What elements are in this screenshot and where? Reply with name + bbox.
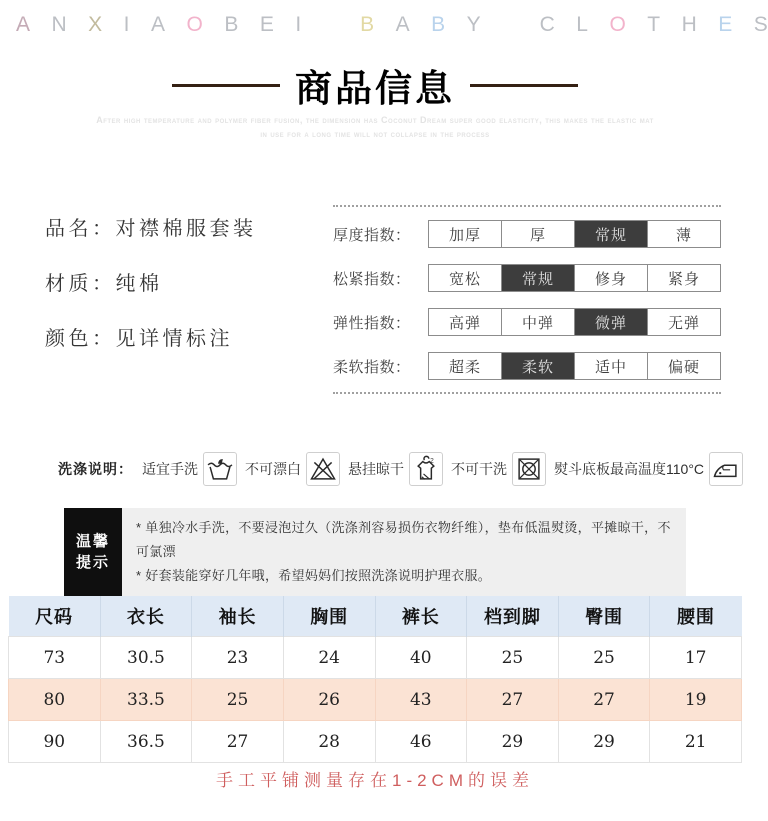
index-row-label: 弹性指数： bbox=[333, 314, 411, 332]
wash-item bbox=[348, 452, 443, 486]
product-name-label: 品名： bbox=[45, 218, 116, 240]
index-option: 超柔 bbox=[448, 358, 481, 376]
index-option-selected: 微弹 bbox=[574, 309, 647, 335]
wash-item-label: 悬挂晾干 bbox=[348, 461, 404, 477]
hand-wash-icon bbox=[203, 452, 237, 486]
index-row-label: 柔软指数： bbox=[333, 358, 411, 376]
brand-letter: O bbox=[609, 13, 626, 36]
measurement-note: 手工平铺测量存在1-2CM的误差 bbox=[215, 771, 534, 790]
svg-text:2: 2 bbox=[430, 457, 434, 465]
brand-letter: B bbox=[224, 13, 239, 36]
index-option: 适中 bbox=[574, 353, 647, 379]
brand-letter: I bbox=[123, 13, 130, 36]
page-title: 商品信息 bbox=[295, 68, 455, 109]
size-table-cell: 30.5 bbox=[100, 637, 192, 679]
size-table-cell: 26 bbox=[283, 679, 375, 721]
product-material-label: 材质： bbox=[45, 273, 116, 295]
size-table-header-cell: 衣长 bbox=[100, 596, 192, 637]
size-table-header-cell: 尺码 bbox=[9, 596, 101, 637]
size-table-row bbox=[9, 679, 742, 721]
size-table-header-cell: 袖长 bbox=[192, 596, 284, 637]
no-dry-clean-icon bbox=[512, 452, 546, 486]
size-table-cell: 17 bbox=[650, 637, 742, 679]
brand-letter: L bbox=[576, 13, 588, 36]
wash-item-label: 不可漂白 bbox=[245, 461, 301, 477]
wash-item-label: 熨斗底板最高温度110°C bbox=[554, 461, 705, 477]
iron-icon bbox=[709, 452, 743, 486]
size-table-cell: 46 bbox=[375, 721, 467, 763]
size-table-header-cell: 臀围 bbox=[558, 596, 650, 637]
size-table-cell: 43 bbox=[375, 679, 467, 721]
size-table-cell: 25 bbox=[192, 679, 284, 721]
size-table-row bbox=[9, 721, 742, 763]
wash-item bbox=[554, 452, 743, 486]
brand-letter: A bbox=[16, 13, 31, 36]
tips-label bbox=[64, 508, 122, 596]
index-option: 宽松 bbox=[448, 270, 481, 288]
size-table-cell: 73 bbox=[9, 637, 101, 679]
tips-lines bbox=[122, 508, 686, 596]
size-table-cell: 25 bbox=[467, 637, 559, 679]
product-name-field bbox=[45, 212, 257, 241]
size-table-cell: 29 bbox=[558, 721, 650, 763]
wash-item-label: 适宜手洗 bbox=[142, 461, 198, 477]
wash-item bbox=[451, 452, 546, 486]
brand-letter: I bbox=[295, 13, 302, 36]
product-color-value: 见详情标注 bbox=[115, 328, 233, 350]
hang-dry-icon bbox=[409, 452, 443, 486]
size-table-cell: 28 bbox=[283, 721, 375, 763]
brand-letter: A bbox=[395, 13, 410, 36]
size-table-cell: 23 bbox=[192, 637, 284, 679]
watermark-line-2: in use for a long time will not collapse in the process bbox=[260, 129, 490, 139]
brand-letter: E bbox=[718, 13, 733, 36]
brand-letter: X bbox=[88, 13, 103, 36]
brand-letter: C bbox=[539, 13, 555, 36]
title-decor-line-right bbox=[470, 84, 578, 87]
index-options bbox=[428, 308, 721, 336]
watermark-text bbox=[0, 113, 750, 141]
size-table-header-row bbox=[9, 596, 742, 637]
wash-item-label: 不可干洗 bbox=[451, 461, 507, 477]
brand-letter: O bbox=[186, 13, 203, 36]
index-rows bbox=[333, 207, 721, 392]
index-row-label: 厚度指数： bbox=[333, 226, 411, 244]
brand-letter: Y bbox=[466, 13, 481, 36]
index-row bbox=[333, 308, 721, 336]
title-decor-line-left bbox=[172, 84, 280, 87]
size-table-cell: 36.5 bbox=[100, 721, 192, 763]
size-table-header-cell: 胸围 bbox=[283, 596, 375, 637]
index-option-selected: 柔软 bbox=[501, 353, 574, 379]
product-color-label: 颜色： bbox=[45, 328, 116, 350]
brand-letter: H bbox=[681, 13, 697, 36]
index-row bbox=[333, 264, 721, 292]
brand-letter: T bbox=[647, 13, 661, 36]
index-option: 中弹 bbox=[501, 309, 574, 335]
brand-letters bbox=[0, 13, 768, 37]
size-table bbox=[8, 596, 742, 763]
product-fields bbox=[45, 212, 257, 351]
warm-tips-box bbox=[64, 508, 686, 596]
index-option-selected: 常规 bbox=[501, 265, 574, 291]
size-table-cell: 27 bbox=[467, 679, 559, 721]
size-table-cell: 80 bbox=[9, 679, 101, 721]
brand-letter: B bbox=[431, 13, 446, 36]
index-option: 厚 bbox=[501, 221, 574, 247]
tips-label-line: 温馨 bbox=[75, 533, 110, 551]
wash-item bbox=[142, 452, 237, 486]
product-name-value: 对襟棉服套装 bbox=[115, 218, 257, 240]
product-material-value: 纯棉 bbox=[115, 273, 163, 295]
index-options bbox=[428, 264, 721, 292]
wash-item bbox=[245, 452, 340, 486]
index-row bbox=[333, 352, 721, 380]
index-section bbox=[333, 205, 721, 394]
brand-word-gap bbox=[502, 13, 518, 37]
index-options bbox=[428, 352, 721, 380]
washing-label: 洗涤说明： bbox=[58, 461, 133, 477]
size-table-cell: 21 bbox=[650, 721, 742, 763]
size-table-cell: 33.5 bbox=[100, 679, 192, 721]
size-table-cell: 19 bbox=[650, 679, 742, 721]
size-table-cell: 27 bbox=[558, 679, 650, 721]
size-table-row bbox=[9, 637, 742, 679]
brand-letter: N bbox=[51, 13, 67, 36]
product-color-field bbox=[45, 322, 257, 351]
brand-letter: E bbox=[259, 13, 274, 36]
index-options bbox=[428, 220, 721, 248]
index-option-selected: 常规 bbox=[574, 221, 647, 247]
index-row bbox=[333, 220, 721, 248]
washing-instructions bbox=[58, 452, 738, 486]
size-table-cell: 27 bbox=[192, 721, 284, 763]
tips-label-line: 提示 bbox=[75, 554, 110, 572]
brand-word-gap bbox=[323, 13, 339, 37]
product-material-field bbox=[45, 267, 257, 296]
size-table-header-cell: 腰围 bbox=[650, 596, 742, 637]
size-table-body bbox=[9, 637, 742, 763]
index-option: 薄 bbox=[647, 221, 720, 247]
size-table-cell: 40 bbox=[375, 637, 467, 679]
index-option: 紧身 bbox=[647, 265, 720, 291]
index-option: 加厚 bbox=[448, 226, 481, 244]
no-bleach-icon bbox=[306, 452, 340, 486]
index-option: 偏硬 bbox=[647, 353, 720, 379]
index-option: 高弹 bbox=[448, 314, 481, 332]
brand-letter: B bbox=[360, 13, 375, 36]
watermark-line-1: After high temperature and polymer fiber fusion, the dimension has Coconut Dream super good elasticity, this makes the elastic mat bbox=[96, 115, 654, 125]
wash-items bbox=[142, 452, 751, 486]
size-table-cell: 29 bbox=[467, 721, 559, 763]
tips-line: * 单独冷水手洗，不要浸泡过久（洗涤剂容易损伤衣物纤维），垫布低温熨烫，平摊晾干，不可氯漂 bbox=[136, 520, 671, 560]
brand-letter: S bbox=[753, 13, 768, 36]
size-table-cell: 25 bbox=[558, 637, 650, 679]
size-table-header-cell: 裤长 bbox=[375, 596, 467, 637]
index-option: 修身 bbox=[574, 265, 647, 291]
brand-letter: A bbox=[150, 13, 165, 36]
size-table-cell: 90 bbox=[9, 721, 101, 763]
page-title-row bbox=[0, 58, 750, 112]
index-option: 无弹 bbox=[647, 309, 720, 335]
size-table-cell: 24 bbox=[283, 637, 375, 679]
index-row-label: 松紧指数： bbox=[333, 270, 411, 288]
dotted-divider-bottom bbox=[333, 392, 721, 394]
size-table-header-cell: 档到脚 bbox=[467, 596, 559, 637]
tips-line: * 好套装能穿好几年哦，希望妈妈们按照洗涤说明护理衣服。 bbox=[136, 568, 492, 584]
